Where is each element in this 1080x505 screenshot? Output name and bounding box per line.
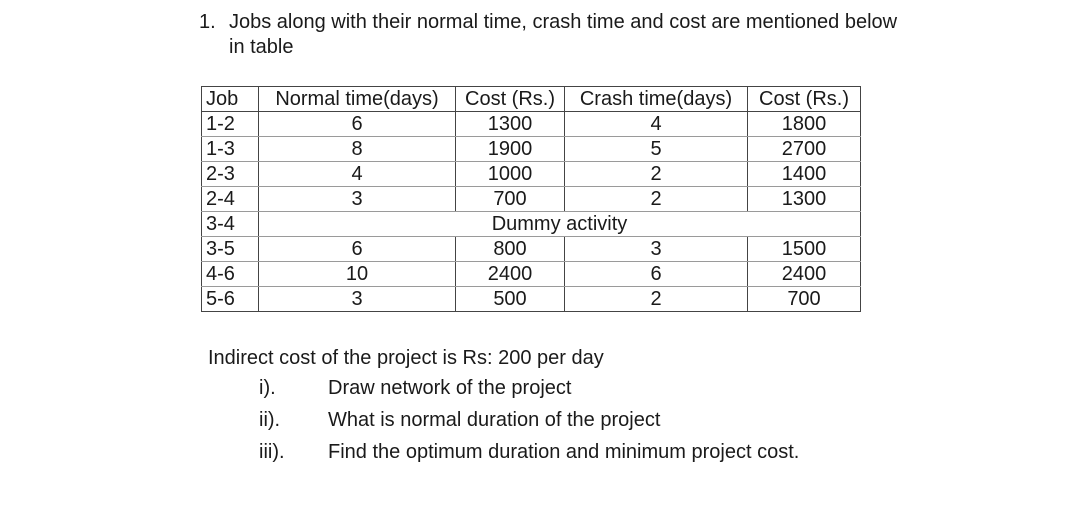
crash-cost-cell: 2400: [748, 262, 861, 287]
job-cell: 5-6: [202, 287, 259, 312]
normal-cost-cell: 500: [456, 287, 565, 312]
crash-time-cell: 5: [565, 137, 748, 162]
table-row-dummy: [202, 212, 861, 237]
crash-time-cell: 2: [565, 187, 748, 212]
normal-time-cell: 3: [259, 187, 456, 212]
normal-time-cell: 3: [259, 287, 456, 312]
normal-time-cell: 4: [259, 162, 456, 187]
indirect-cost-text: Indirect cost of the project is Rs: 200 per day: [208, 347, 604, 369]
sub-question-number: iii).: [259, 441, 285, 463]
job-cell: 2-3: [202, 162, 259, 187]
crash-cost-cell: 1800: [748, 112, 861, 137]
table-row: [202, 187, 861, 212]
normal-time-cell: 6: [259, 112, 456, 137]
header-job: Job: [202, 87, 259, 112]
header-crash-cost: Cost (Rs.): [748, 87, 861, 112]
question-text: Jobs along with their normal time, crash time and cost are mentioned below in table: [229, 11, 898, 58]
job-cell: 3-5: [202, 237, 259, 262]
dummy-activity-cell: [259, 212, 861, 237]
crash-cost-cell: 700: [748, 287, 861, 312]
normal-cost-cell: 2400: [456, 262, 565, 287]
header-crash-time: Crash time(days): [565, 87, 748, 112]
table-row: [202, 162, 861, 187]
normal-cost-cell: 1000: [456, 162, 565, 187]
table-row: [202, 112, 861, 137]
sub-question-number: ii).: [259, 409, 281, 431]
job-cell: 3-4: [202, 212, 259, 237]
crash-cost-cell: 1500: [748, 237, 861, 262]
job-cell: 2-4: [202, 187, 259, 212]
normal-time-cell: 8: [259, 137, 456, 162]
dummy-activity-label: Dummy activity: [491, 213, 628, 235]
normal-time-cell: 6: [259, 237, 456, 262]
header-normal-time: Normal time(days): [259, 87, 456, 112]
table-row: [202, 287, 861, 312]
crash-time-cell: 2: [565, 162, 748, 187]
job-cell: 1-3: [202, 137, 259, 162]
crash-time-cell: 4: [565, 112, 748, 137]
normal-time-cell: 10: [259, 262, 456, 287]
crash-cost-cell: 2700: [748, 137, 861, 162]
jobs-table: [201, 86, 861, 312]
sub-question-text: Find the optimum duration and minimum project cost.: [328, 441, 800, 463]
table-row: [202, 137, 861, 162]
table-row: [202, 237, 861, 262]
normal-cost-cell: 1300: [456, 112, 565, 137]
crash-cost-cell: 1400: [748, 162, 861, 187]
crash-cost-cell: 1300: [748, 187, 861, 212]
crash-time-cell: 2: [565, 287, 748, 312]
normal-cost-cell: 1900: [456, 137, 565, 162]
header-normal-cost: Cost (Rs.): [456, 87, 565, 112]
job-cell: 4-6: [202, 262, 259, 287]
table-header-row: [202, 87, 861, 112]
question-block: [199, 10, 909, 60]
crash-time-cell: 6: [565, 262, 748, 287]
job-cell: 1-2: [202, 112, 259, 137]
table-row: [202, 262, 861, 287]
normal-cost-cell: 800: [456, 237, 565, 262]
question-number: 1.: [199, 11, 216, 33]
sub-question-text: What is normal duration of the project: [328, 409, 661, 431]
crash-time-cell: 3: [565, 237, 748, 262]
sub-question-text: Draw network of the project: [328, 377, 572, 399]
normal-cost-cell: 700: [456, 187, 565, 212]
sub-question-number: i).: [259, 377, 276, 399]
